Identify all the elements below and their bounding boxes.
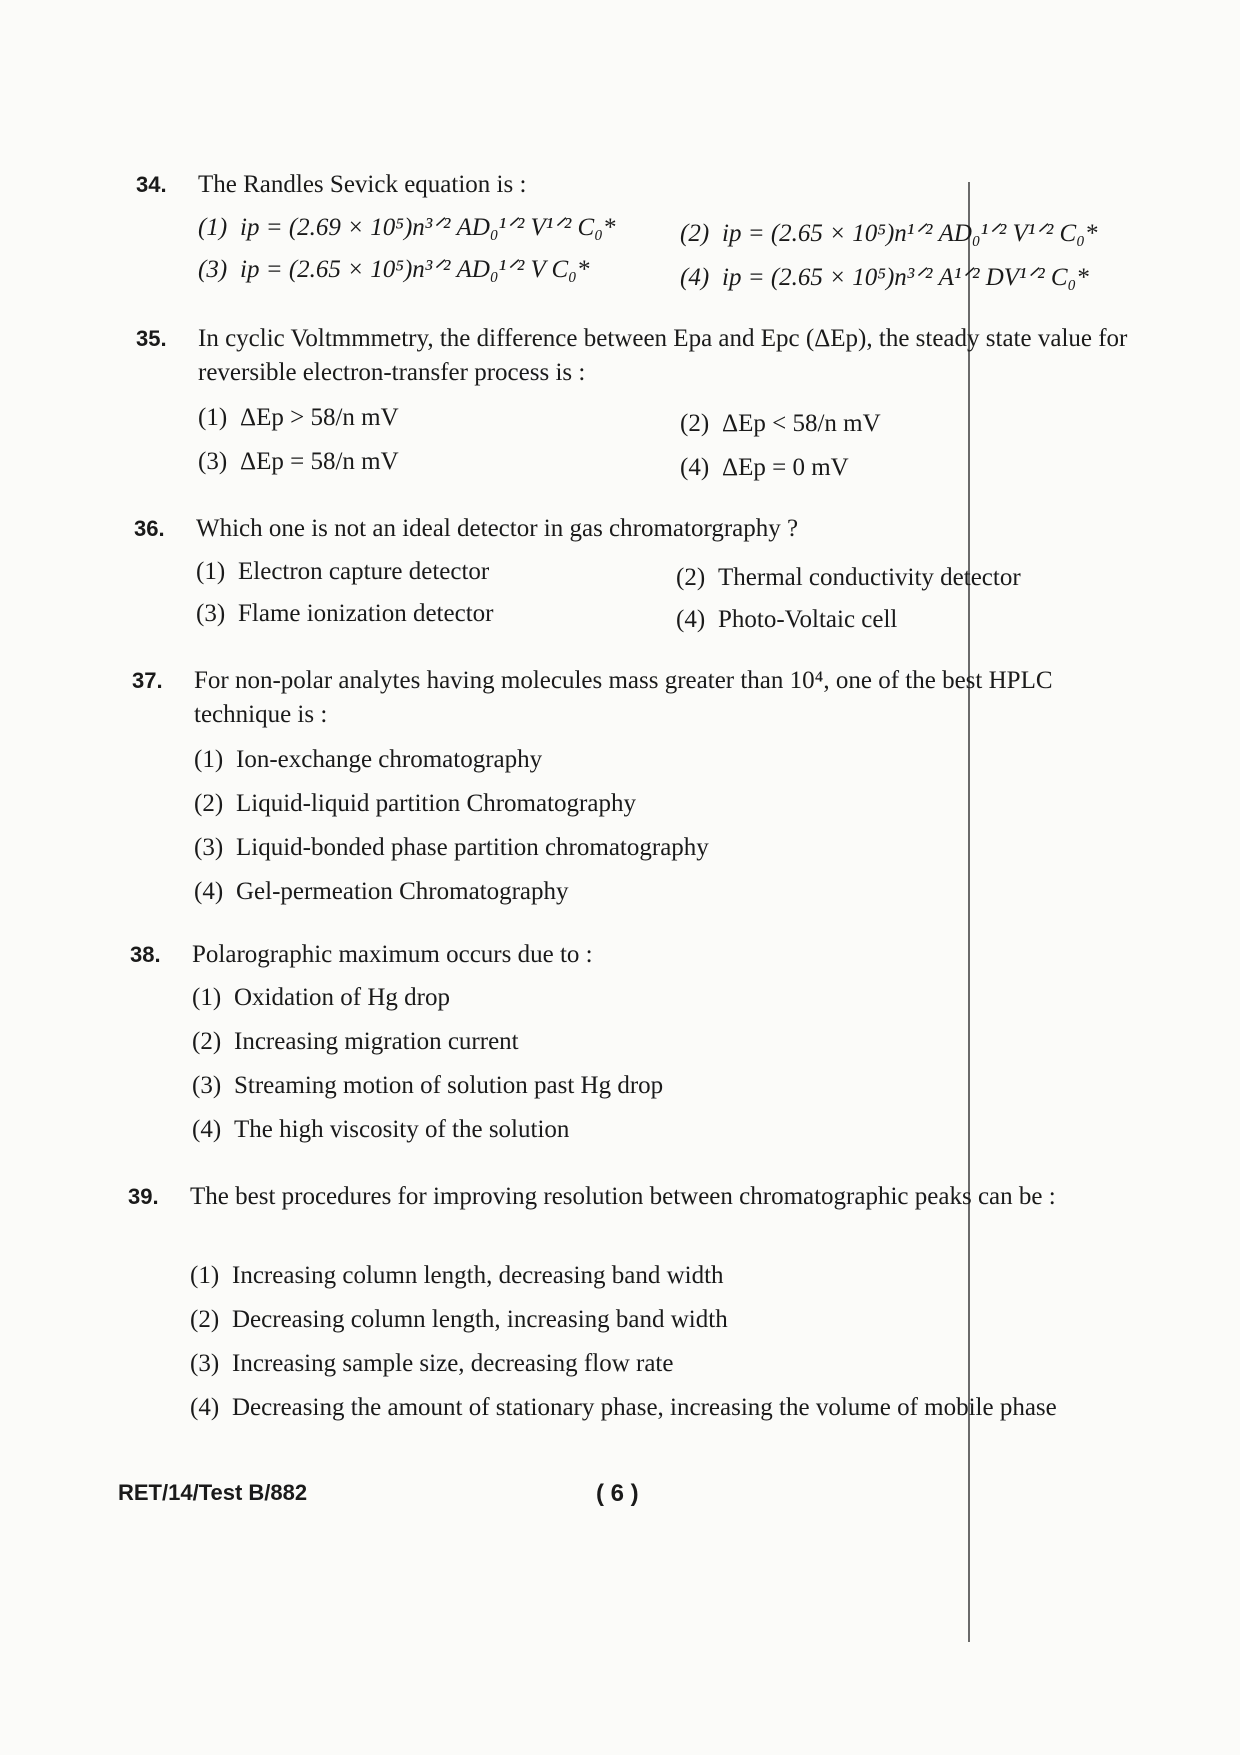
option-34-2: (2) ip = (2.65 × 10⁵)n¹ᐟ² AD₀¹ᐟ² V¹ᐟ² C₀* <box>680 220 1098 247</box>
option-39-4: (4) Decreasing the amount of stationary phase, increasing the volume of mobile phase <box>190 1394 1057 1421</box>
option-37-3: (3) Liquid-bonded phase partition chromatography <box>194 834 709 861</box>
option-36-3: (3) Flame ionization detector <box>196 600 494 627</box>
option-35-3: (3) ΔEp = 58/n mV <box>198 448 399 475</box>
option-37-2: (2) Liquid-liquid partition Chromatography <box>194 790 636 817</box>
option-36-4: (4) Photo-Voltaic cell <box>676 606 898 633</box>
option-35-1: (1) ΔEp > 58/n mV <box>198 404 399 431</box>
option-38-3: (3) Streaming motion of solution past Hg drop <box>192 1072 664 1099</box>
option-34-1: (1) ip = (2.69 × 10⁵)n³ᐟ² AD₀¹ᐟ² V¹ᐟ² C₀* <box>198 214 616 241</box>
question-34 <box>136 168 1138 202</box>
option-35-4: (4) ΔEp = 0 mV <box>680 454 849 481</box>
question-text: The Randles Sevick equation is : <box>198 171 527 198</box>
option-39-1: (1) Increasing column length, decreasing band width <box>190 1262 724 1289</box>
question-text: Polarographic maximum occurs due to : <box>192 941 593 968</box>
question-35 <box>136 322 1138 390</box>
question-38 <box>130 938 1132 972</box>
option-36-1: (1) Electron capture detector <box>196 558 490 585</box>
page-number: ( 6 ) <box>596 1480 639 1507</box>
option-39-2: (2) Decreasing column length, increasing band width <box>190 1306 728 1333</box>
question-number: 35. <box>136 326 167 351</box>
question-37 <box>132 664 1134 732</box>
question-36 <box>134 512 1136 546</box>
question-text: For non-polar analytes having molecules mass greater than 10⁴, one of the best HPLC technique is : <box>194 667 1053 728</box>
option-38-4: (4) The high viscosity of the solution <box>192 1116 570 1143</box>
test-code: RET/14/Test B/882 <box>118 1480 308 1505</box>
question-text: In cyclic Voltmmmetry, the difference between Epa and Epc (ΔEp), the steady state value for reversible electron-transfer process is : <box>198 325 1128 386</box>
question-number: 37. <box>132 668 163 693</box>
option-36-2: (2) Thermal conductivity detector <box>676 564 1021 591</box>
option-34-3: (3) ip = (2.65 × 10⁵)n³ᐟ² AD₀¹ᐟ² V C₀* <box>198 256 590 283</box>
option-37-4: (4) Gel-permeation Chromatography <box>194 878 569 905</box>
question-39 <box>128 1180 1130 1214</box>
question-text: Which one is not an ideal detector in gas chromatorgraphy ? <box>196 515 799 542</box>
question-number: 39. <box>128 1184 159 1209</box>
question-text: The best procedures for improving resolution between chromatographic peaks can be : <box>190 1183 1056 1210</box>
question-number: 38. <box>130 942 161 967</box>
question-number: 36. <box>134 516 165 541</box>
question-number: 34. <box>136 172 167 197</box>
option-34-4: (4) ip = (2.65 × 10⁵)n³ᐟ² A¹ᐟ² DV¹ᐟ² C₀* <box>680 264 1089 291</box>
option-37-1: (1) Ion-exchange chromatography <box>194 746 543 773</box>
option-39-3: (3) Increasing sample size, decreasing flow rate <box>190 1350 674 1377</box>
option-38-1: (1) Oxidation of Hg drop <box>192 984 450 1011</box>
option-38-2: (2) Increasing migration current <box>192 1028 519 1055</box>
option-35-2: (2) ΔEp < 58/n mV <box>680 410 881 437</box>
